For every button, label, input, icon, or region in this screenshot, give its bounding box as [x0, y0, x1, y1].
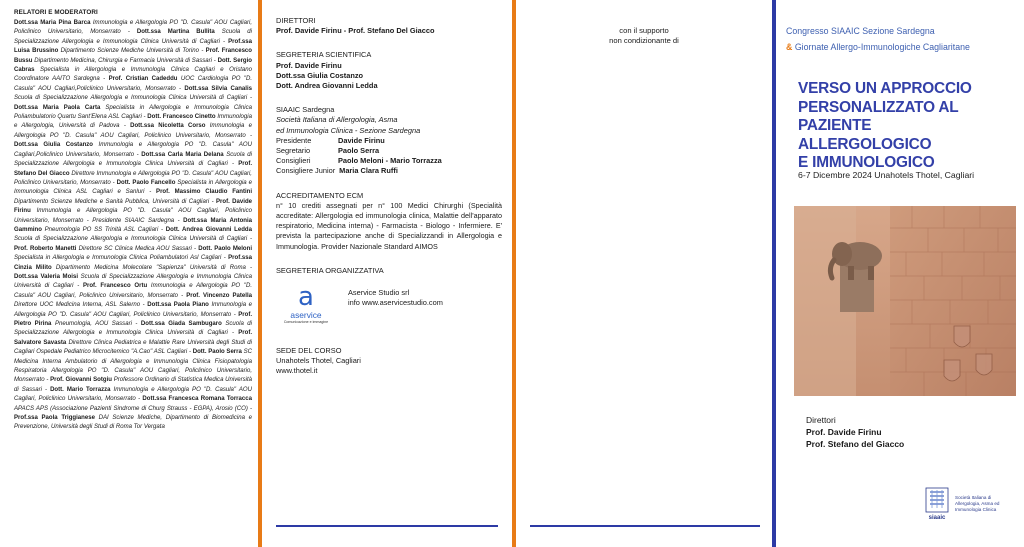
speaker-name: Prof. Francesco Bussu: [14, 48, 252, 64]
cover-direttore: Prof. Stefano del Giacco: [806, 439, 905, 449]
speaker-affiliation: Immunologia e Allergologia PO "D. Casula" AOU Cagliari,Policlinico Universitario, Monserrato: [14, 142, 253, 158]
speaker-affiliation: Specialista in Allergologia e Immunologia Clinica ASL Cagliari e Sanluri: [14, 179, 252, 196]
speaker-name: Dott.ssa Silvia Canalis: [184, 85, 252, 92]
aservice-info[interactable]: info www.aservicestudio.com: [348, 298, 443, 308]
speaker-name: Prof. Salvatore Savasta: [14, 330, 253, 346]
siaaic-section: [276, 105, 502, 176]
congress-line-2: & Giornate Allergo-Immunologiche Cagliaritane: [786, 42, 970, 52]
role-row: Segretario Paolo Serra: [276, 146, 380, 156]
speaker-affiliation: Direttore Clinica Pediatrica e Malattie Rare Università degli Studi di Cagliari Ospedale Pediatrico Microcitemico "A.Cao" ASL Cagliari: [14, 339, 252, 356]
siaaic-desc: Società Italiana di Allergologia, Asma: [276, 115, 398, 125]
aservice-logo-tag: Comunicazione e immagine: [283, 320, 329, 325]
aservice-logo: [276, 284, 336, 332]
speaker-name: Prof. Pietro Pirina: [14, 311, 253, 327]
speaker-name: Dott. Francesco Cinetto: [147, 114, 216, 121]
segsci-name: Dott. Andrea Giovanni Ledda: [276, 81, 378, 91]
siaaic-desc: ed Immunologia Clinica - Sezione Sardegna: [276, 125, 421, 135]
speaker-affiliation: Scuola di Specializzazione Allergologia e Immunologia Clinica Università di Cagliari: [14, 29, 252, 45]
speakers-list: Dott.ssa Maria Pina Barca Immunologia e Allergologia PO "D. Casula" AOU Cagliari, Policlinico Universitario, Monserrato - Dott.ssa Martina Bullita Scuola di Specializzazione Allergologia e Immunologia Clinica Università di Cagliari - Prof.ssa Luisa Brussino Dipartimento Scienze Mediche Università di Torino - Prof. Francesco Bussu Dipartimento Medicina, Chirurgia e Farmacia Università di Sassari - Dott. Sergio Cabras Specialista in Allergologia e Immunologia Clinica Cagliari e Oristano Coordinatore AAITO Sardegna - Prof. Cristian Cadeddu UOC Cardiologia PO "D. Casula" AOU Cagliari,Policlinico Universitario, Monserrato - Dott.ssa Silvia Canalis Scuola di Specializzazione Allergologia e Immunologia Clinica Università di Cagliari - Dott.ssa Maria Paola Carta Specialista in Allergologia e Immunologia Clinica Poliambulatorio Quartu Sant'Elena ASL Cagliari - Dott. Francesco Cinetto Immunologia e Allergologia, Università di Padova - Dott.ssa Nicoletta Corso Immunologia e Allergologia PO "D. Casula" AOU Cagliari, Policlinico Universitario, Monserrato - Dott.ssa Giulia Costanzo Immunologia e Allergologia PO "D. Casula" AOU Cagliari,Policlinico Universitario, Monserrato - Dott.ssa Carla Maria Delana Scuola di Specializzazione Allergologia e Immunologia Clinica Università di Cagliari - Prof. Stefano Del Giacco Direttore Immunologia e Allergologia PO "D. Casula" AOU Cagliari, Policlinico Universitario, Monserrato - Dott. Paolo Fancello Specialista in Allergologia e Immunologia Clinica ASL Cagliari e Sanluri - Prof. Massimo Claudio Fantini Dipartimento Scienze Mediche e Sanità Pubblica, Università di Cagliari - Prof. Davide Firinu Immunologia e Allergologia PO "D. Casula" AOU Cagliari, Policlinico Universitario, Monserrato - Presidente SIAAIC Sardegna - Dott.ssa Maria Antonia Gammino Pneumologia PO SS Trinità ASL Cagliari - Dott. Andrea Giovanni Ledda Scuola di Specializzazione Allergologia e Immunologia Clinica Università di Cagliari - Prof. Roberto Manetti Direttore SC Clinica Medica AOU Sassari - Dott. Paolo Meloni Specialista in Allergologia e Immunologia Clinica Poliambulatori Asl Cagliari - Prof.ssa Cinzia Milito Dipartimento Medicina Molecolare "Sapienza" Università di Roma - Dott.ssa Valeria Moisi Scuola di Specializzazione Allergologia e Immunologia Clinica Università di Cagliari - Prof. Francesco Ortu Immunologia e Allergologia PO "D. Casula" AOU Cagliari, Policlinico Universitario, Monserrato - Prof. Vincenzo Patella Direttore UOC Medicina Interna, ASL Salerno - Dott.ssa Paola Piano Immunologia e Allergologia PO "D. Casula" AOU Cagliari, Policlinico Universitario, Monserrato - Prof. Pietro Pirina Pneumologia, AOU Sassari - Dott.ssa Giada Sambugaro Scuola di Specializzazione Allergologia e Immunologia Clinica Università di Cagliari - Prof. Salvatore Savasta Direttore Clinica Pediatrica e Malattie Rare Università degli Studi di Cagliari Ospedale Pediatrico Microcitemico "A.Cao" ASL Cagliari - Dott. Paolo Serra SC Medicina Interna Ambulatorio di Allergologia e Immunologia Clinica Fisiopatologia Respiratoria Allergologia PO "D. Casula" AOU Cagliari, Policlinico Universitario, Monserrato - Prof. Giovanni Sotgiu Professore Ordinario di Statistica Medica Università di Sassari - Dott. Mario Torrazza Immunologia e Allergologia PO "D. Casula" AOU Cagliari, Policlinico Universitario, Monserrato - Dott.ssa Francesca Romana Torracca APACS APS (Associazione Pazienti Sindrome di Churg Strauss - EGPA), Arosio (CO) - Prof.ssa Paola Triggianese DAI Scienze Mediche, Dipartimento di Biomedicina e Prevenzione, Università degli Studi di Roma Tor Vergata: [14, 20, 253, 431]
speaker-affiliation: Specialista in Allergologia e Immunologia Clinica Poliambulatori Asl Cagliari: [14, 255, 222, 262]
panel2-bottom-rule: [276, 525, 498, 527]
panel-organization: [262, 0, 512, 547]
speaker-affiliation: Scuola di Specializzazione Allergologia e Immunologia Clinica Università di Cagliari: [14, 151, 253, 168]
speaker-name: Dott. Sergio Cabras: [14, 57, 253, 74]
direttori-section: [276, 16, 502, 36]
segreteria-scientifica-heading: SEGRETERIA SCIENTIFICA: [276, 50, 372, 60]
speaker-name: Dott.ssa Carla Maria Delana: [141, 151, 224, 158]
speaker-affiliation: Direttore Immunologia e Allergologia PO "D. Casula" AOU Cagliari, Policlinico Universitario, Monserrato: [14, 170, 252, 186]
speaker-affiliation: Direttore SC Clinica Medica AOU Sassari: [78, 245, 192, 252]
speaker-name: Prof. Stefano Del Giacco: [14, 161, 253, 177]
speaker-affiliation: Scuola di Specializzazione Allergologia e Immunologia Clinica Università di Cagliari: [14, 95, 248, 102]
stone-wall-elephant-photo: [794, 206, 1016, 396]
speaker-affiliation: Pneumologia PO SS Trinità ASL Cagliari: [44, 226, 159, 233]
siaaic-emblem-icon: [922, 486, 952, 522]
aservice-name: Aservice Studio srl: [348, 288, 410, 298]
sede-heading: SEDE DEL CORSO: [276, 346, 342, 356]
role-row: Consiglieri Paolo Meloni - Mario Torrazza: [276, 156, 442, 166]
speaker-name: Prof.ssa Paola Triggianese: [14, 415, 95, 422]
speaker-affiliation: Immunologia e Allergologia PO "D. Casula" AOU Cagliari, Policlinico Universitario, Monserrato: [14, 123, 252, 139]
support-line: non condizionante di: [609, 36, 679, 46]
speaker-name: Dott.ssa Martina Bullita: [136, 29, 215, 36]
speaker-affiliation: Immunologia e Allergologia PO "D. Casula" AOU Cagliari, Policlinico Universitario, Monserrato: [14, 283, 253, 299]
cover-photo: [794, 206, 1016, 396]
congress-line-1: Congresso SIAAIC Sezione Sardegna: [786, 26, 935, 36]
speaker-affiliation: Dipartimento Scienze Mediche e Sanità Pubblica, Università di Cagliari: [14, 198, 210, 205]
speaker-name: Dott. Paolo Fancello: [116, 179, 176, 186]
speaker-name: Prof. Cristian Cadeddu: [108, 76, 178, 83]
ecm-section: [276, 191, 502, 252]
speaker-affiliation: Specialista in Allergologia e Immunologia Clinica Cagliari e Oristano Coordinatore AAITO Sardegna: [14, 67, 252, 83]
speaker-affiliation: UOC Cardiologia PO "D. Casula" AOU Cagliari,Policlinico Universitario, Monserrato: [14, 76, 253, 92]
speaker-name: Dott.ssa Maria Pina Barca: [14, 20, 91, 26]
speaker-affiliation: Immunologia e Allergologia, Università di Padova: [14, 114, 252, 130]
speaker-name: Dott. Andrea Giovanni Ledda: [165, 226, 252, 233]
speaker-affiliation: DAI Scienze Mediche, Dipartimento di Biomedicina e Prevenzione, Università degli Studi di Roma Tor Vergata: [14, 415, 253, 431]
segsci-name: Dott.ssa Giulia Costanzo: [276, 70, 364, 80]
panel-support: [516, 0, 772, 547]
speaker-name: Dott.ssa Maria Paola Carta: [14, 104, 101, 111]
speaker-name: Prof.ssa Cinzia Milito: [14, 255, 252, 271]
cover-dates: 6-7 Dicembre 2024 Unahotels Thotel, Cagliari: [798, 170, 975, 180]
aservice-logo-word: aservice: [290, 310, 322, 321]
speaker-name: Dott.ssa Nicoletta Corso: [130, 123, 206, 130]
cover-direttore: Prof. Davide Firinu: [806, 427, 882, 437]
cover-title: VERSO UN APPROCCIO PERSONALIZZATO AL PAZIENTE ALLERGOLOGICO E IMMUNOLOGICO: [798, 80, 972, 172]
support-line: con il supporto: [619, 26, 669, 35]
speaker-name: Dott. Paolo Meloni: [198, 245, 252, 252]
speaker-affiliation: Professore Ordinario di Statistica Medica Università di Sassari: [14, 377, 253, 393]
panel3-bottom-rule: [530, 525, 760, 527]
segsci-name: Prof. Davide Firinu: [276, 60, 342, 70]
ecm-heading: ACCREDITAMENTO ECM: [276, 190, 364, 200]
speaker-affiliation: Immunologia e Allergologia PO "D. Casula" AOU Cagliari, Policlinico Universitario, Monserrato: [14, 20, 252, 36]
speaker-name: Prof. Vincenzo Patella: [186, 292, 252, 299]
speaker-affiliation: Dipartimento Medicina Molecolare "Sapienza" Università di Roma: [55, 264, 246, 271]
speaker-affiliation: Pneumologia, AOU Sassari: [54, 321, 132, 327]
speaker-name: Prof. Roberto Manetti: [14, 245, 77, 252]
speaker-affiliation: Immunologia e Allergologia PO "D. Casula" AOU Cagliari, Policlinico Universitario, Monserrato: [14, 386, 252, 403]
sede-web[interactable]: www.thotel.it: [276, 366, 318, 376]
speaker-name: Dott.ssa Paola Piano: [147, 302, 209, 309]
speaker-affiliation: Immunologia e Allergologia PO "D. Casula" AOU Cagliari, Policlinico Universitario, Monserrato: [14, 302, 252, 318]
speaker-affiliation: Immunologia e Allergologia PO "D. Casula" AOU Cagliari, Policlinico Universitario, Monserrato - Presidente SIAAIC Sardegna: [14, 208, 252, 224]
role-row: Consigliere Junior Maria Clara Ruffi: [276, 166, 398, 176]
speaker-name: Dott.ssa Giada Sambugaro: [140, 321, 222, 327]
speaker-name: Dott. Paolo Serra: [192, 349, 242, 356]
segreteria-scientifica-section: [276, 50, 502, 91]
cover-direttori: [806, 414, 904, 450]
aservice-logo-letter: a: [298, 282, 314, 313]
speaker-affiliation: Dipartimento Medicina, Chirurgia e Farmacia Università di Sassari: [34, 57, 212, 64]
speaker-affiliation: Direttore UOC Medicina Interna, ASL Salerno: [14, 302, 141, 309]
speaker-name: Dott.ssa Maria Antonia Gammino: [14, 217, 253, 233]
segreteria-organizzativa-section: [276, 266, 502, 332]
svg-text:siaaic: siaaic: [928, 515, 946, 521]
speaker-affiliation: Scuola di Specializzazione Allergologia e Immunologia Clinica Università di Cagliari: [14, 236, 248, 243]
segreteria-organizzativa-heading: SEGRETERIA ORGANIZZATIVA: [276, 265, 384, 275]
speaker-name: Dott. Mario Torrazza: [50, 386, 111, 393]
sede-section: [276, 346, 502, 377]
aservice-block: [276, 284, 502, 332]
cover-direttori-heading: Direttori: [806, 415, 836, 425]
speaker-name: Prof. Davide Firinu: [14, 198, 253, 215]
siaaic-heading: SIAAIC Sardegna: [276, 105, 335, 115]
speaker-affiliation: SC Medicina Interna Ambulatorio di Allergologia e Immunologia Clinica Fisiopatologia Respiratoria Allergologia PO "D. Casula" AOU Cagliari, Policlinico Universitario, Monserrato: [14, 349, 253, 384]
speaker-name: Dott.ssa Francesca Romana Torracca: [142, 396, 252, 403]
speaker-affiliation: Specialista in Allergologia e Immunologia Clinica Poliambulatorio Quartu Sant'Elena ASL Cagliari: [14, 104, 252, 121]
speaker-affiliation: Scuola di Specializzazione Allergologia e Immunologia Clinica Università di Cagliari: [14, 321, 253, 337]
panel-cover: [776, 0, 1024, 547]
direttori-heading: DIRETTORI: [276, 16, 316, 25]
speaker-name: Prof. Massimo Claudio Fantini: [156, 189, 253, 196]
speaker-name: Prof. Giovanni Sotgiu: [50, 377, 112, 384]
speaker-affiliation: Dipartimento Scienze Mediche Università di Torino: [60, 48, 200, 55]
speaker-affiliation: APACS APS (Associazione Pazienti Sindrome di Churg Strauss - EGPA), Arosio (CO): [14, 405, 248, 412]
speaker-name: Dott.ssa Valeria Moisi: [14, 273, 79, 280]
siaaic-name: Società Italiana di Allergologia, Asma ed Immunologia Clinica: [955, 495, 1000, 512]
speaker-name: Prof.ssa Luisa Brussino: [14, 38, 252, 55]
siaaic-logo: [922, 486, 999, 522]
panel-speakers: [0, 0, 258, 547]
sede-place: Unahotels Thotel, Cagliari: [276, 356, 361, 366]
role-row: Presidente Davide Firinu: [276, 135, 385, 145]
speakers-heading: RELATORI E MODERATORI: [14, 9, 98, 16]
speaker-name: Prof. Francesco Ortu: [82, 283, 148, 290]
speaker-name: Dott.ssa Giulia Costanzo: [14, 142, 93, 149]
speaker-affiliation: Scuola di Specializzazione Allergologia e Immunologia Clinica Università di Cagliari: [14, 273, 252, 290]
direttori-names: Prof. Davide Firinu - Prof. Stefano Del Giacco: [276, 26, 435, 36]
ecm-text: n° 10 crediti assegnati per n° 100 Medici Chirurghi (Specialità accreditate: Allergologia ed immunologia clinica, Malattie dell'apparato respiratorio, Medicina interna) - Farmacista - Biologo - Infermiere. E' prevista la partecipazione anche di Specializzandi in Allergologia e Immunologia. Provider Nazionale Standard AIMOS: [276, 200, 502, 251]
